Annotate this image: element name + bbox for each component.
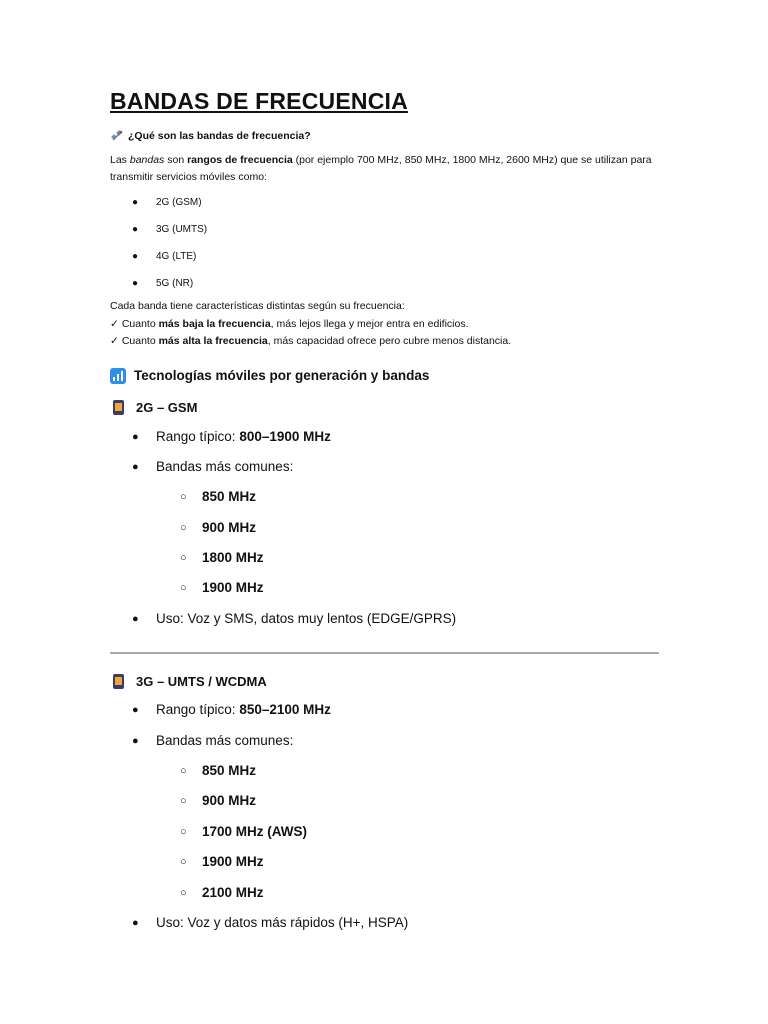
list-item (110, 543, 660, 573)
use-text: Uso: Voz y datos más rápidos (H+, HSPA) (156, 914, 409, 930)
bullet-icon: ● (132, 224, 139, 235)
list-item (110, 695, 660, 725)
question-heading (110, 128, 660, 144)
circle-bullet-icon: ○ (180, 825, 187, 838)
intro-text-1: Las (110, 154, 130, 166)
list-item (110, 513, 660, 543)
circle-bullet-icon: ○ (180, 795, 187, 808)
circle-bullet-icon: ○ (180, 856, 187, 869)
bullet-icon: ● (132, 251, 139, 262)
phone-icon (113, 674, 124, 689)
intro-text-2: son (164, 154, 188, 166)
circle-bullet-icon: ○ (180, 491, 187, 504)
feature-low (110, 316, 660, 334)
bullet-icon: ● (132, 278, 139, 289)
list-item (110, 847, 660, 877)
list-item (110, 422, 660, 452)
band-value: 1900 MHz (202, 854, 264, 870)
intro-text-3: (por ejemplo 700 MHz, 850 MHz, 1800 MHz, 2600 MHz) que se utilizan para transmitir servicios móviles como: (110, 154, 652, 183)
intro-emphasis: bandas (129, 154, 165, 166)
intro-strong: rangos de frecuencia (187, 154, 293, 166)
list-item (110, 482, 660, 512)
phone-icon (113, 400, 124, 415)
bullet-icon: ● (132, 612, 139, 625)
circle-bullet-icon: ○ (180, 765, 187, 778)
list-item (110, 573, 660, 603)
tech-heading (110, 365, 660, 387)
list-item (110, 756, 660, 786)
service-label: 4G (LTE) (156, 251, 197, 262)
list-item (110, 726, 660, 756)
satellite-icon (110, 129, 124, 143)
features-paragraph (110, 298, 660, 351)
bullet-icon: ● (132, 734, 139, 747)
feature-low-prefix: Cuanto (121, 317, 159, 330)
tech-heading-text: Tecnologías móviles por generación y bandas (134, 368, 430, 383)
range-value: 800–1900 MHz (239, 428, 331, 444)
service-label: 5G (NR) (156, 278, 194, 289)
check-icon: ✓ (110, 317, 119, 330)
document-page (110, 86, 660, 938)
feature-high-prefix: Cuanto (121, 335, 159, 347)
check-icon: ✓ (110, 335, 119, 347)
gen3-heading-text: 3G – UMTS / WCDMA (136, 673, 267, 689)
gen3-list (110, 695, 660, 938)
list-item (110, 604, 660, 634)
feature-high-bold: más alta la frecuencia (158, 335, 268, 347)
circle-bullet-icon: ○ (180, 582, 187, 595)
band-value: 850 MHz (202, 489, 257, 505)
features-lead: Cada banda tiene características distintas según su frecuencia: (110, 300, 405, 312)
feature-high-rest: , más capacidad ofrece pero cubre menos distancia. (267, 335, 512, 347)
band-value: 1900 MHz (202, 580, 264, 596)
gen2-heading (110, 397, 660, 419)
range-label: Rango típico: (156, 702, 236, 718)
list-item (110, 878, 660, 908)
bar-chart-icon (110, 368, 126, 384)
list-item (110, 223, 660, 250)
circle-bullet-icon: ○ (180, 521, 187, 534)
list-item (110, 250, 660, 277)
list-item (110, 817, 660, 847)
gen2-heading-text: 2G – GSM (136, 400, 198, 415)
question-text: ¿Qué son las bandas de frecuencia? (128, 130, 311, 142)
band-value: 1700 MHz (AWS) (202, 823, 308, 839)
range-value: 850–2100 MHz (239, 702, 331, 718)
band-value: 2100 MHz (202, 884, 264, 900)
bullet-icon: ● (132, 460, 139, 473)
range-label: Rango típico: (156, 428, 236, 444)
intro-paragraph (110, 152, 660, 186)
band-value: 900 MHz (202, 519, 257, 535)
gen3-heading (110, 670, 660, 692)
band-value: 900 MHz (202, 793, 257, 809)
service-label: 2G (GSM) (156, 197, 202, 208)
circle-bullet-icon: ○ (180, 552, 187, 565)
services-list (110, 196, 660, 304)
use-text: Uso: Voz y SMS, datos muy lentos (EDGE/GPRS) (156, 610, 457, 626)
list-item (110, 452, 660, 482)
page-title: BANDAS DE FRECUENCIA (110, 88, 408, 114)
list-item (110, 908, 660, 938)
band-value: 1800 MHz (202, 550, 264, 566)
feature-high (110, 333, 660, 351)
bullet-icon: ● (132, 197, 139, 208)
band-value: 850 MHz (202, 763, 257, 779)
circle-bullet-icon: ○ (180, 886, 187, 899)
list-item (110, 196, 660, 223)
list-item (110, 786, 660, 816)
bands-label: Bandas más comunes: (156, 732, 294, 748)
service-label: 3G (UMTS) (156, 224, 208, 235)
feature-low-rest: , más lejos llega y mejor entra en edificios. (270, 317, 469, 330)
feature-low-bold: más baja la frecuencia (158, 317, 271, 330)
gen2-list (110, 422, 660, 635)
bands-label: Bandas más comunes: (156, 458, 294, 474)
bullet-icon: ● (132, 430, 139, 443)
bullet-icon: ● (132, 916, 139, 929)
section-divider (110, 652, 659, 654)
bullet-icon: ● (132, 704, 139, 717)
